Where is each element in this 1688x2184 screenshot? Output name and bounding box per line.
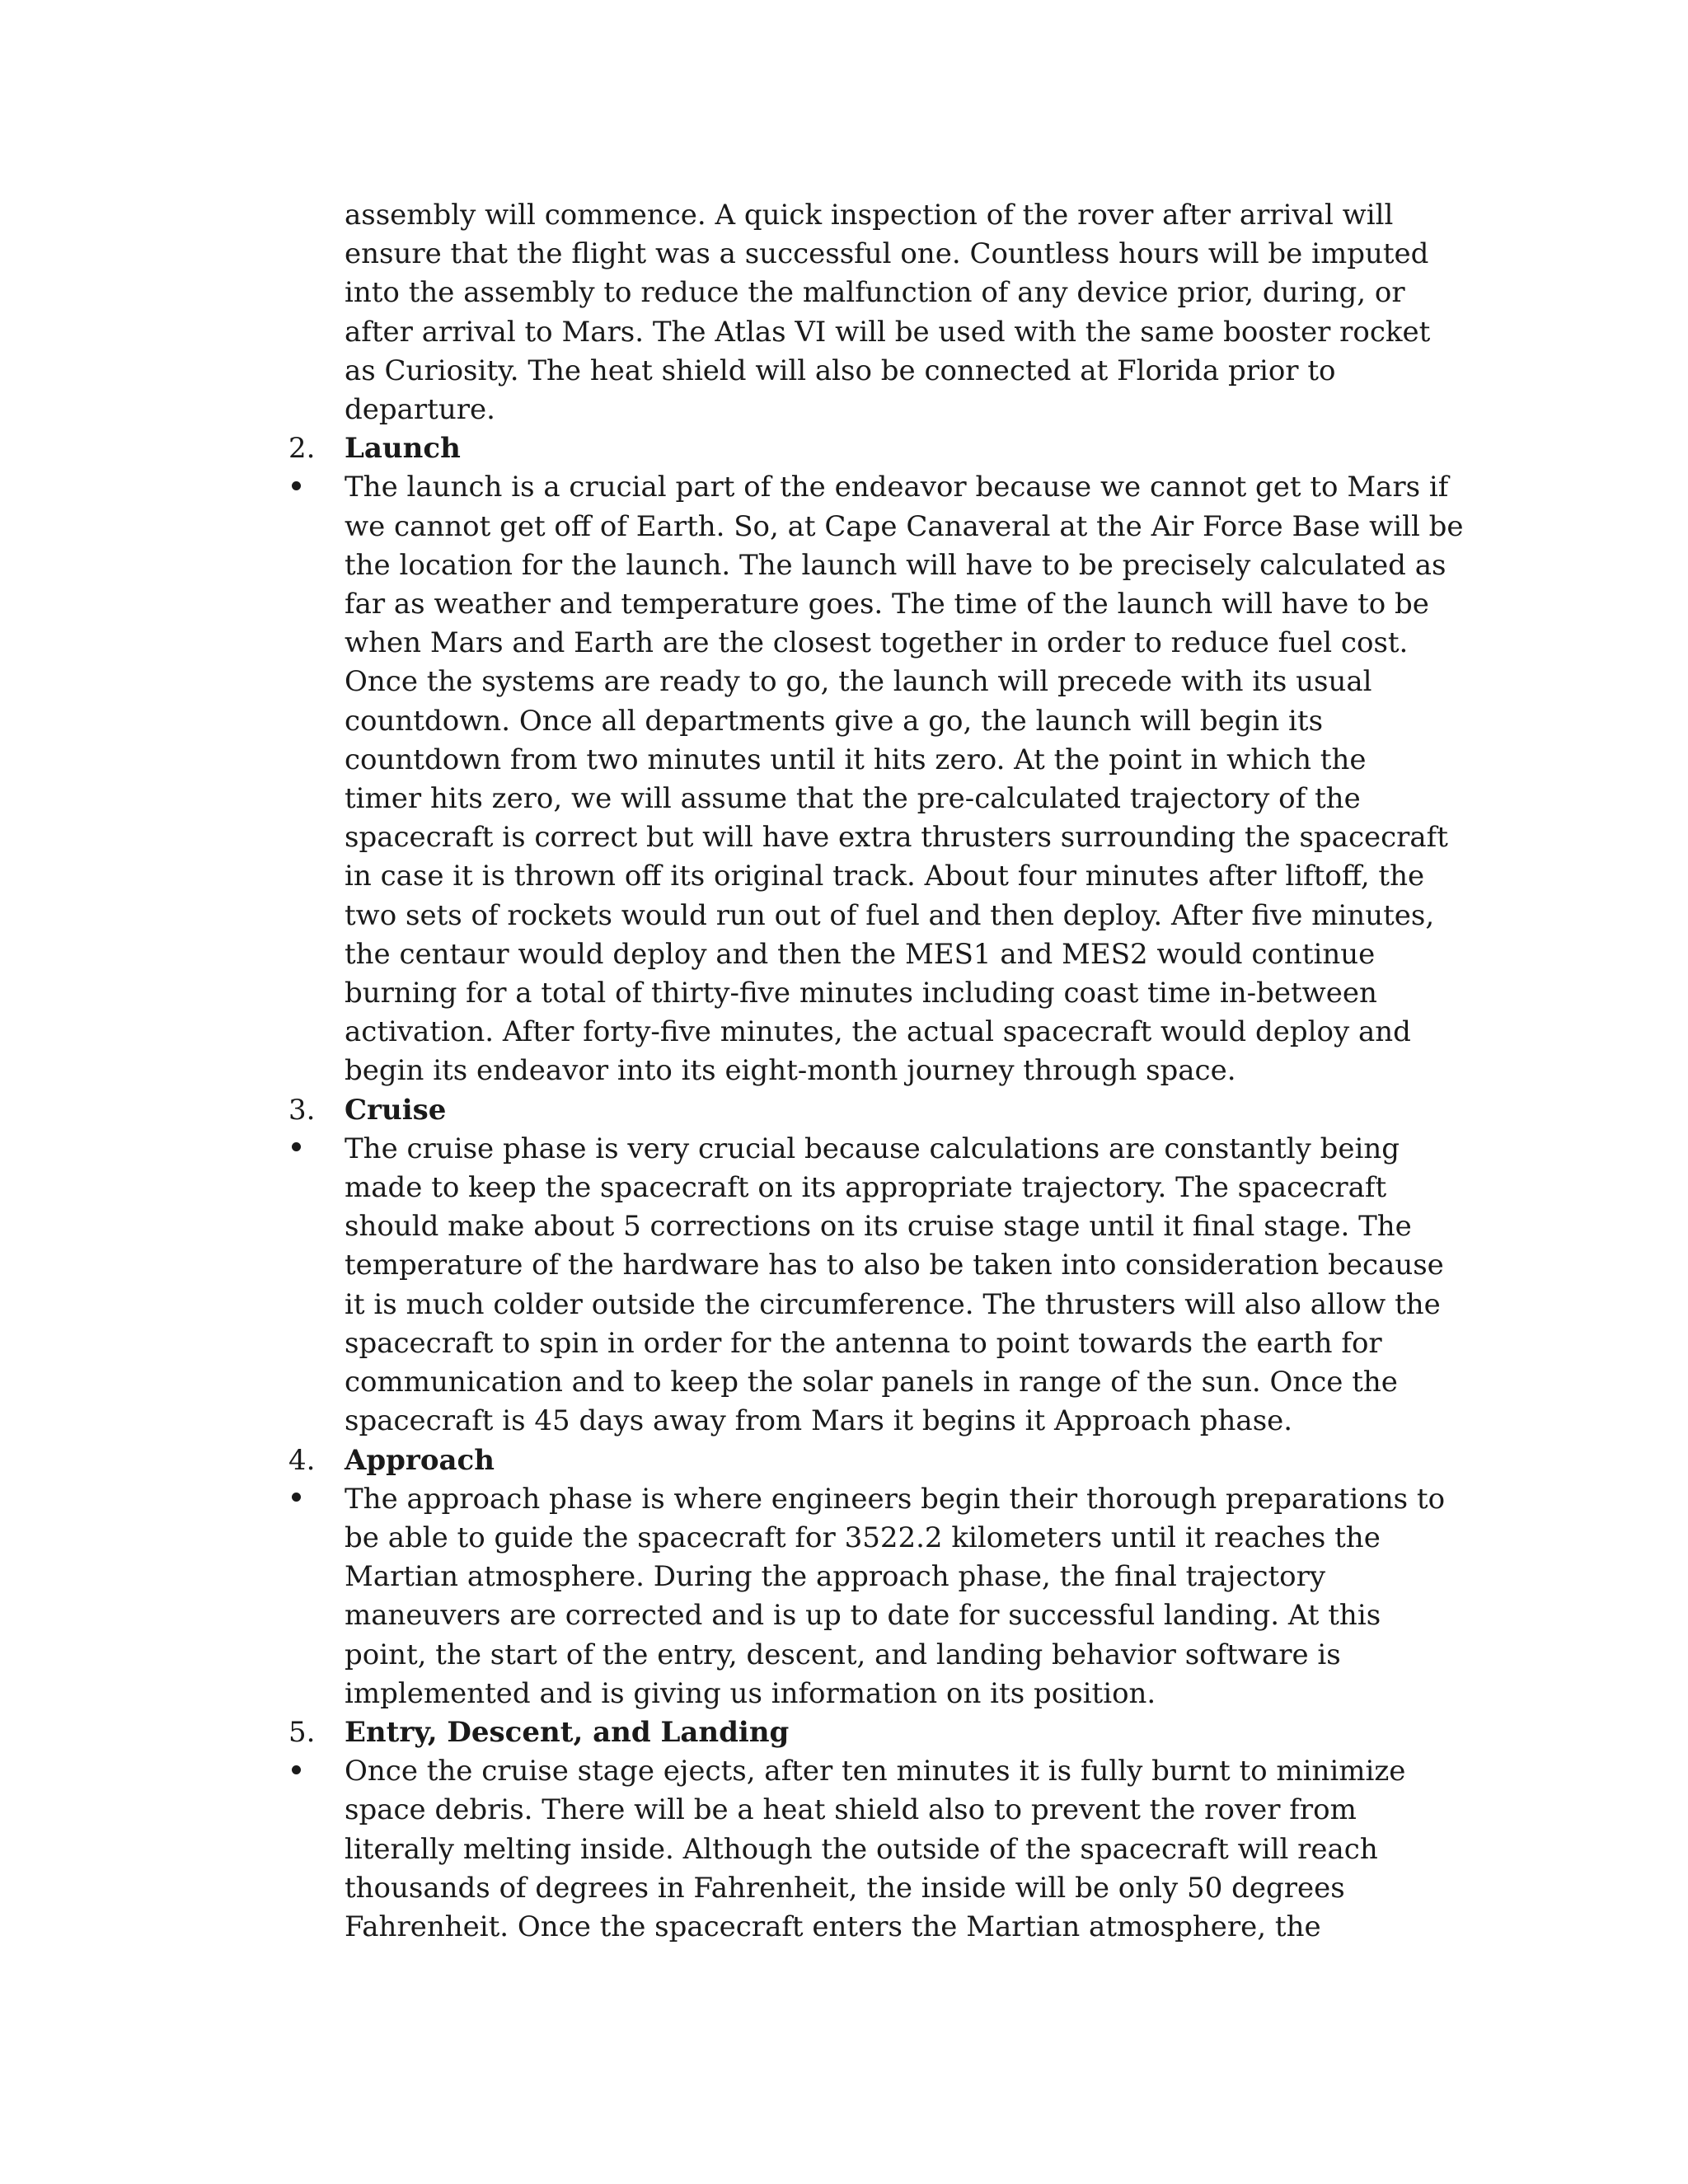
text-line: Martian atmosphere. During the approach phase, the final trajectory bbox=[345, 1560, 1326, 1594]
text-line: burning for a total of thirty-five minutes including coast time in-between bbox=[345, 977, 1377, 1010]
section-heading-edl bbox=[288, 1713, 1426, 1752]
text-line: spacecraft to spin in order for the antenna to point towards the earth for bbox=[345, 1326, 1382, 1360]
text-line: The approach phase is where engineers begin their thorough preparations to bbox=[345, 1482, 1446, 1516]
section-title: Launch bbox=[345, 432, 461, 466]
text-line: Fahrenheit. Once the spacecraft enters the Martian atmosphere, the bbox=[345, 1910, 1321, 1943]
text-line: the centaur would deploy and then the MES1 and MES2 would continue bbox=[345, 937, 1376, 971]
list-number: 2. bbox=[288, 432, 316, 466]
text-line: in case it is thrown off its original track. About four minutes after liftoff, the bbox=[345, 860, 1425, 893]
text-line: two sets of rockets would run out of fuel and then deploy. After five minutes, bbox=[345, 898, 1435, 932]
text-line: be able to guide the spacecraft for 3522.2 kilometers until it reaches the bbox=[345, 1521, 1381, 1554]
text-line: far as weather and temperature goes. The time of the launch will have to be bbox=[345, 588, 1429, 621]
bullet-icon bbox=[292, 1480, 341, 1519]
intro-paragraph bbox=[288, 196, 1431, 429]
section-heading-cruise bbox=[288, 1091, 1426, 1130]
text-line: made to keep the spacecraft on its appropriate trajectory. The spacecraft bbox=[345, 1171, 1387, 1205]
text-line: we cannot get off of Earth. So, at Cape Canaveral at the Air Force Base will be bbox=[345, 509, 1464, 543]
section-paragraph-approach bbox=[288, 1480, 1446, 1713]
text-line: communication and to keep the solar panels in range of the sun. Once the bbox=[345, 1366, 1398, 1399]
section-paragraph-cruise bbox=[288, 1130, 1444, 1441]
text-line: point, the start of the entry, descent, and landing behavior software is bbox=[345, 1638, 1341, 1671]
bullet-icon bbox=[292, 1752, 341, 1791]
text-line: into the assembly to reduce the malfunction of any device prior, during, or bbox=[345, 276, 1405, 310]
section-paragraph-edl bbox=[288, 1752, 1426, 1947]
document-body bbox=[288, 196, 1464, 1947]
text-line: timer hits zero, we will assume that the pre-calculated trajectory of the bbox=[345, 782, 1361, 816]
text-line: when Mars and Earth are the closest together in order to reduce fuel cost. bbox=[345, 626, 1409, 660]
text-line: spacecraft is 45 days away from Mars it begins it Approach phase. bbox=[345, 1404, 1293, 1438]
section-title: Entry, Descent, and Landing bbox=[345, 1715, 790, 1749]
text-line: it is much colder outside the circumference. The thrusters will also allow the bbox=[345, 1287, 1441, 1321]
text-line: thousands of degrees in Fahrenheit, the inside will be only 50 degrees bbox=[345, 1871, 1345, 1905]
text-line: activation. After forty-five minutes, the actual spacecraft would deploy and bbox=[345, 1015, 1411, 1049]
text-line: The launch is a crucial part of the endeavor because we cannot get to Mars if bbox=[345, 471, 1449, 504]
section-heading-launch bbox=[288, 429, 1426, 468]
text-line: ensure that the flight was a successful one. Countless hours will be imputed bbox=[345, 237, 1429, 271]
text-line: maneuvers are corrected and is up to date for successful landing. At this bbox=[345, 1599, 1381, 1633]
text-line: the location for the launch. The launch will have to be precisely calculated as bbox=[345, 548, 1447, 582]
text-line: countdown from two minutes until it hits zero. At the point in which the bbox=[345, 743, 1367, 776]
text-line: spacecraft is correct but will have extra thrusters surrounding the spacecraft bbox=[345, 821, 1448, 855]
section-title: Cruise bbox=[345, 1093, 447, 1127]
section-heading-approach bbox=[288, 1441, 1426, 1480]
text-line: Once the cruise stage ejects, after ten minutes it is fully burnt to minimize bbox=[345, 1755, 1406, 1788]
text-line: literally melting inside. Although the outside of the spacecraft will reach bbox=[345, 1832, 1378, 1866]
text-line: after arrival to Mars. The Atlas VI will be used with the same booster rocket bbox=[345, 315, 1431, 349]
text-line: countdown. Once all departments give a go, the launch will begin its bbox=[345, 704, 1324, 738]
list-number: 5. bbox=[288, 1715, 316, 1749]
list-number: 3. bbox=[288, 1093, 316, 1127]
section-paragraph-launch bbox=[288, 468, 1464, 1090]
text-line: as Curiosity. The heat shield will also be connected at Florida prior to bbox=[345, 354, 1336, 387]
text-line: departure. bbox=[345, 393, 495, 427]
bullet-icon bbox=[292, 1130, 341, 1169]
text-line: assembly will commence. A quick inspection of the rover after arrival will bbox=[345, 199, 1394, 232]
text-line: Once the systems are ready to go, the launch will precede with its usual bbox=[345, 665, 1372, 699]
text-line: space debris. There will be a heat shield also to prevent the rover from bbox=[345, 1793, 1357, 1827]
text-line: should make about 5 corrections on its cruise stage until it final stage. The bbox=[345, 1210, 1412, 1244]
section-title: Approach bbox=[345, 1443, 495, 1477]
text-line: temperature of the hardware has to also be taken into consideration because bbox=[345, 1249, 1444, 1282]
text-line: implemented and is giving us information on its position. bbox=[345, 1676, 1156, 1710]
list-number: 4. bbox=[288, 1443, 316, 1477]
bullet-icon bbox=[292, 468, 341, 507]
text-line: begin its endeavor into its eight-month journey through space. bbox=[345, 1054, 1236, 1088]
text-line: The cruise phase is very crucial because calculations are constantly being bbox=[345, 1132, 1400, 1165]
